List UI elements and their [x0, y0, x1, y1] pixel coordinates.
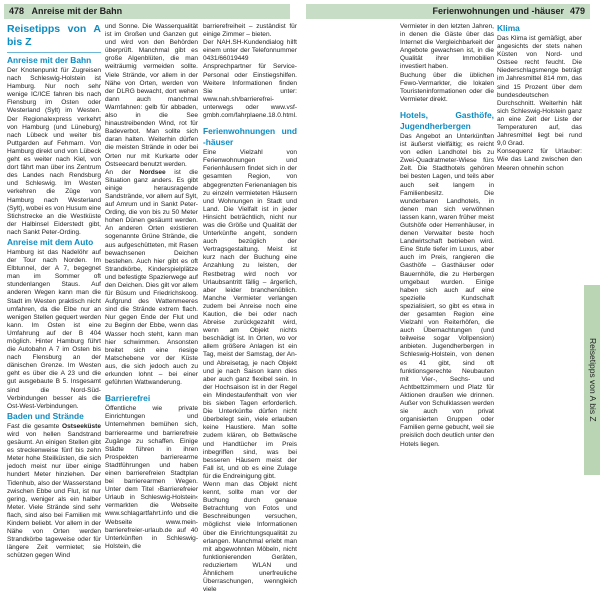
- header-right: [306, 4, 590, 19]
- paragraph: Das Angebot an Unterkünften ist äußerst vielfältig; es reicht von edlen Landhotel bis zu Zwei-Quadratmeter-Wiese fürs Zelt. Die Stadthotels gehören bei besten Lagen, und teils aber auch seit langem in Familienbesitz. Die wunderbaren Landhotels, in denen man sich verwöhnen lassen kann, waren früher meist Gutshöfe oder Herrenhäuser, in denen Verwalter beste hoch Landwirtschaft betrieben wird. Eine Stufe tiefer im Luxus, aber auch im Preis, rangieren die Gasthöfe – Gasthäuser oder Bauernhöfe, die zu Herbergen umgebaut wurden. Einige haben sich auch auf eine spezielle Kundschaft spezialisiert, so gibt es etwa in der gesamten Region eine Vielzahl von Reiterhöfen, die auch Übernachtungen (und teilweise sogar Vollpension) anbieten. Jugendherbergen in Schleswig-Holstein, von denen es 41 gibt, sind oft funktionsgerechte Neubauten mit Vier-, Sechs- und Achtbettzimmern und Platz für Aktionen draußen wie drinnen. Außer von Schulklassen werden sie auch von privat organisierten Gruppen oder Familien gerne gebucht, weil sie preislich doch deutlich unter den Hotels liegen.: [400, 132, 494, 448]
- column-1: [7, 23, 101, 560]
- paragraph: Vermieter in den letzten Jahren, in denen die Gäste über das Internet die Vergleichbarkeit der Angebote gewachsen ist, in die Qualität ihrer Immobilien investiert haben.: [400, 23, 494, 71]
- column-2: [105, 23, 199, 550]
- column-3: [203, 23, 297, 594]
- section-heading: Anreise mit der Bahn: [7, 55, 92, 65]
- header-left: [4, 4, 290, 19]
- text: An der: [105, 168, 140, 176]
- running-head: Anreise mit der Bahn: [31, 6, 123, 16]
- paragraph: Buchung über die üblichen Fewo-Vermarkter, die lokalen Touristeninformationen oder die Vermieter direkt.: [400, 71, 494, 103]
- paragraph: Eine Vielzahl von Ferienwohnungen und Ferienhäusern findet sich in der gesamten Region, von abgegrenzten Ferienanlagen bis zu einzeln vermieteten Häusern und Wohnungen in Stadt und Land. Die Vielfalt ist in jeder Hinsicht beträchtlich, nicht nur was die Größe und Qualität der Unterkünfte angeht, sondern auch bezüglich der Vertragsgestaltung. Meist ist kurz nach der Buchung eine Anzahlung zu leisten, der Restbetrag wird noch vor Urlaubsantritt fällig – ärgerlich, aber leider branchenüblich. Manche Vermieter verlangen zudem bei Anreise noch eine Kaution, die bei oder nach Abreise zurückgezahlt wird, wenn am Objekt nichts beschädigt ist. In Orten, wo vor allem größere Anlagen ist ein Tag, meist der Samstag, der An- und Abreisetag, je nach Objekt und je nach Saison kann dies aber auch ganz flexibel sein. In der Hochsaison ist in der Regel ein Mindestaufenthalt von vier bis sieben Tagen erforderlich. Die Unterkünfte dürfen nicht überbelegt sein, viele erlauben keine Haustiere. Man sollte zudem klären, ob Bettwäsche und Handtücher im Preis inbegriffen sind, was bei besseren Häusern meist der Fall ist, und ob es eine Zulage für die Endreinigung gibt.: [203, 149, 297, 480]
- text: ist die Situation ganz anders. Es gibt einige herausragende Sandstrände, vor allem auf Sylt, auf Amrum und in Sankt Peter-Ording, die von bis zu 50 Meter hohen Dünen gesäumt werden. An anderen Orten existieren sogenannte Grüne Strände, die aus aufgeschütteten, mit Rasen bewachsenen Deichen bestehen. Auch hier gibt es oft Strandkörbe, Kinderspielplätze und befestigte Spazierwege auf den Deichen. Dies gilt vor allem für Büsum und Friedrichskoog. Aufgrund des Wattenmeeres sind die Strände extrem flach. Nur gegen Ende der Flut und zu Beginn der Ebbe, wenn das Wasser hoch steht, kann man hier schwimmen. Ansonsten breitet sich eine riesige Matschebene vor der Küste aus, die sich jedoch auch zu erkunden lohnt – bei einer geführten Wattwanderung.: [105, 168, 199, 387]
- section-heading: Barrierefrei: [105, 393, 151, 404]
- paragraph: [7, 423, 101, 561]
- paragraph: Hamburg ist das Nadelöhr auf der Tour nach Norden. Im Elbtunnel, der A 7, begegnet man im Sommer oft stundenlangen Staus. Auf anderen Wegen kann man die Stadt im Westen praktisch nicht umfahren, da die Elbe nur an wenigen Stellen gequert werden kann. Im Osten ist eine Umfahrung auf der B 404 möglich. Hinter Hamburg führt die Autobahn A 7 im Osten bis nach Flensburg an der dänischen Grenze. Im Westen geht es über die A 23 und die gut ausgebaute B 5. Insgesamt sind die Nord-Süd-Verbindungen besser als die Ost-West-Verbindungen.: [7, 248, 101, 410]
- running-head: Ferienwohnungen und -häuser: [432, 6, 564, 16]
- divider: [7, 52, 101, 53]
- section-heading: Klima: [497, 23, 520, 33]
- section-heading: Anreise mit dem Auto: [7, 236, 94, 247]
- paragraph: Konsequenz für Urlauber: Wie das Land zwischen den Meeren ohnehin schon: [497, 148, 582, 172]
- text: Fast die gesamte: [7, 422, 63, 430]
- section-heading: Baden und Strände: [7, 410, 84, 421]
- page-title: Reisetipps von A bis Z: [7, 23, 101, 48]
- side-tab: [584, 285, 600, 475]
- paragraph: [105, 169, 198, 388]
- text: wird von hellen Sandstrand gesäumt. An einigen Stellen gibt es streckenweise fünf bis zehn Meter hohe Steilküsten, die sich jedoch meist nur über einige hundert Meter hinziehen. Der Tidenhub, also der Wasserstand zwischen Ebbe und Flut, ist nur gering, weniger als ein halber Meter. Viele Strände sind sehr flach, sind also bei Familien mit Kindern beliebt. Vor allem in der Nähe von Orten werden Strandkörbe tageweise oder für längere Zeit vermietet; sie schützen gegen Wind: [7, 430, 101, 560]
- paragraph: Der Knotenpunkt für Zugreisen nach Schleswig-Holstein ist Hamburg. Nur noch sehr wenige IC/ICE fahren bis nach Flensburg im Osten oder Westerland (Sylt) im Westen. Der Regionalexpress verkehrt von Hamburg (und Lüneburg) nach Lübeck und weiter bis Puttgarden auf Fehmarn. Von Hamburg direkt und von Lübeck geht es weiter nach Kiel, von dort fährt man über ins Zentrum des Landes nach Rendsburg und Schleswig. Im Westen verkehren die Züge von Hamburg nach Westerland (Sylt), wobei es von Husum eine Stichstrecke an die Westküste der Halbinsel Eiderstedt gibt, nach Sankt Peter-Ording.: [7, 67, 101, 236]
- page-number: 478: [9, 6, 25, 16]
- paragraph: Öffentliche wie private Einrichtungen und Unternehmen bemühen sich, barrierearme und barrierefreie Zugänge zu schaffen. Einige Städte führen in ihren Prospekten barrierearme Stadtführungen und haben einen barrierefreien Stadtplan bei barrierearmen Wegen. Unter dem Titel ›Barrierefreier Urlaub in Schleswig-Holstein‹ vermarkten die Webseite www.schlagartfahrt.info und die Webseite www.mein-barrierefreier-urlaub.de auf 40 Unterkünften in Schleswig-Holstein, die: [105, 405, 198, 550]
- paragraph: Wenn man das Objekt nicht kennt, sollte man vor der Buchung durch genaue Betrachtung von Fotos und Beschreibungen versuchen, möglichst viele Informationen über die Einrichtungsqualität zu erlangen. Manchmal erlebt man mit abgewohnten Möbeln, nicht funktionierenden Geräten, reduziertem WLAN und Ähnlichem unerfreuliche Überraschungen, wenngleich viele: [203, 480, 297, 594]
- section-heading: Ferienwohnungen und -häuser: [203, 126, 297, 148]
- page-number: 479: [569, 6, 585, 16]
- column-4: [400, 23, 494, 468]
- bold-term: Ostseeküste: [62, 422, 101, 430]
- side-tab-label: Reisetipps von A bis Z: [588, 338, 598, 422]
- bold-term: Nordsee: [139, 168, 166, 176]
- column-5: [497, 23, 582, 468]
- paragraph: barrierefreiheit – zuständist für einige Zimmer – bieten.: [203, 23, 297, 39]
- paragraph: Der NAH.SH-Kundendialog hilft einem unter der Telefonnummer 0431/66019449 Ansprechpartner für Service-Personal oder Einstiegshilfen. Weitere Informationen finden Sie unter: www.nah.sh/barrierefrei-unterwegs oder www.vsf-gmbh.com/fahrplaene.18.0.html.: [203, 39, 297, 120]
- paragraph: Das Klima ist gemäßigt, aber angesichts der stets nahen Küsten von Nord- und Ostsee recht feucht. Die Niederschlagsmenge beträgt im Jahresmittel 814 mm, das sind 15 Prozent über dem bundesdeutschen Durchschnitt. Weiterhin hält sich Schleswig-Holstein ganz an eine Zeit der Liste der Temperaturen auf, das Jahresmittel liegt bei rund 9,0 Grad.: [497, 35, 582, 148]
- paragraph: und Sonne. Die Wasserqualität ist im Großen und Ganzen gut und wird von den Behörden überprüft. Manchmal gibt es große Algenblüten, die man weiträumig vermeiden sollte. Viele Strände, vor allem in der Nähe von Orten, werden von der DLRG bewacht, dort wehen dann auch manchmal Warnfahnen: gelb für abbaden, also in die See hinaustreibenden Wind, rot für Badeverbot. Man sollte sich daran halten. Weiterhin dürfen die meisten Strände in oder bei Orten nur mit Kurkarte oder Ostseecard benutzt werden.: [105, 23, 198, 168]
- section-heading: Hotels, Gasthöfe, Jugendherbergen: [400, 109, 494, 131]
